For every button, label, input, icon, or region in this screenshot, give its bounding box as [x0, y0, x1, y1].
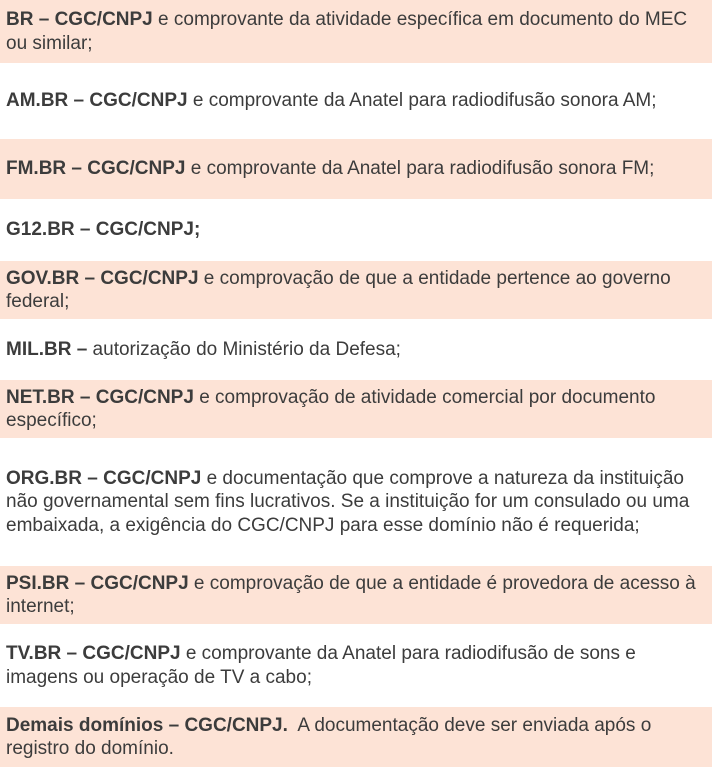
domain-term: MIL.BR –	[6, 338, 88, 360]
list-item-mil-br	[0, 319, 712, 380]
domain-term: GOV.BR – CGC/CNPJ	[6, 267, 199, 289]
domain-requirement: e comprovante da Anatel para radiodifusão sonora AM;	[187, 90, 657, 112]
domain-term: ORG.BR – CGC/CNPJ	[6, 467, 202, 489]
domain-term: BR – CGC/CNPJ	[6, 9, 153, 30]
domain-term: TV.BR – CGC/CNPJ	[6, 643, 181, 664]
domain-requirement: e comprovação de que a entidade é provedora de acesso à internet;	[6, 572, 696, 617]
domain-requirement: e comprovante da Anatel para radiodifusão sonora FM;	[185, 158, 655, 180]
list-item-text	[6, 338, 401, 362]
domain-requirement: A documentação deve ser enviada após o registro do domínio.	[6, 714, 657, 759]
domain-requirement: e comprovante da atividade específica em documento do MEC ou similar;	[6, 9, 688, 54]
list-item-text	[6, 572, 704, 619]
list-item-text	[6, 218, 200, 242]
list-item-fm-br	[0, 139, 712, 199]
domain-term: FM.BR – CGC/CNPJ	[6, 158, 186, 180]
list-item-text	[6, 386, 704, 433]
domain-term: G12.BR – CGC/CNPJ;	[6, 219, 201, 241]
domain-term: AM.BR – CGC/CNPJ	[6, 90, 188, 112]
list-item-text	[6, 267, 704, 314]
list-item-psi-br	[0, 566, 712, 624]
domain-requirement: e comprovante da Anatel para radiodifusão de sons e imagens ou operação de TV a cabo;	[6, 643, 636, 688]
list-item-demais-dominios	[0, 707, 712, 767]
list-item-g12-br	[0, 199, 712, 261]
list-item-org-br	[0, 438, 712, 566]
domain-term: Demais domínios – CGC/CNPJ.	[6, 714, 288, 736]
domain-requirement: e comprovação de atividade comercial por documento específico;	[6, 386, 656, 431]
list-item-text	[6, 714, 704, 761]
list-item-net-br	[0, 380, 712, 438]
domain-requirement: e comprovação de que a entidade pertence ao governo federal;	[6, 267, 671, 312]
list-item-tv-br	[0, 624, 712, 707]
domain-term: NET.BR – CGC/CNPJ	[6, 386, 194, 408]
domain-term: PSI.BR – CGC/CNPJ	[6, 572, 189, 594]
domain-requirement: autorização do Ministério da Defesa;	[87, 338, 401, 360]
list-item-gov-br	[0, 261, 712, 319]
list-item-text	[6, 157, 654, 181]
list-item-text	[6, 8, 704, 55]
list-item-text	[6, 642, 704, 689]
list-item-text	[6, 89, 657, 113]
list-item-br	[0, 0, 712, 63]
list-item-text	[6, 467, 704, 538]
domain-requirement: e documentação que comprove a natureza da instituição não governamental sem fins lucrativos. Se a instituição for um consulado ou uma embaixada, a exigência do CGC/CNPJ para esse domínio não é requerida;	[6, 467, 690, 536]
list-item-am-br	[0, 63, 712, 139]
